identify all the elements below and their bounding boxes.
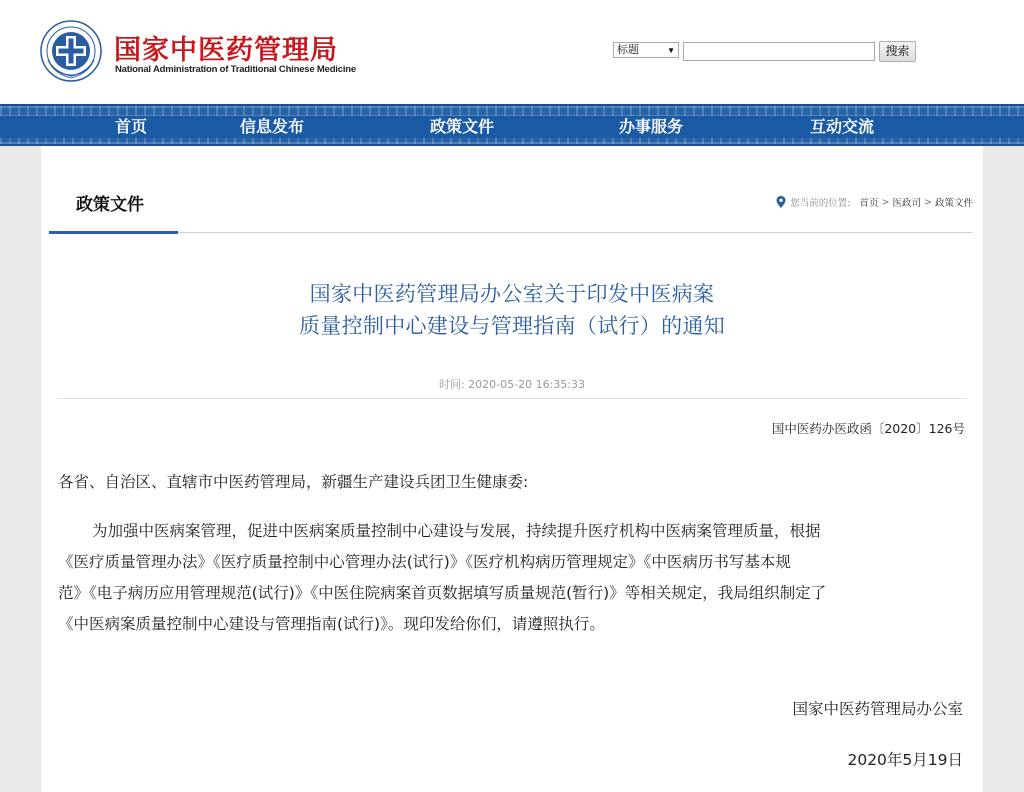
breadcrumb: [776, 195, 973, 209]
content-card: [41, 146, 983, 792]
article-publish-time: 时间: 2020-05-20 16:35:33: [438, 378, 586, 391]
section-title: 政策文件: [76, 195, 144, 215]
search-input[interactable]: [683, 42, 875, 61]
nav-item-policy-documents[interactable]: 政策文件: [430, 117, 495, 136]
nav-item-info-release[interactable]: 信息发布: [240, 117, 305, 136]
site-logo-title[interactable]: 国家中医药管理局: [114, 35, 338, 66]
article-title-line-2: 质量控制中心建设与管理指南（试行）的通知: [299, 314, 725, 338]
main-nav: [0, 104, 1024, 146]
article-body-line: 为加强中医病案管理，促进中医病案质量控制中心建设与发展，持续提升医疗机构中医病案管理质量，根据: [92, 522, 821, 540]
search-scope-select[interactable]: [613, 42, 679, 58]
site-logo-subtitle[interactable]: National Administration of Traditional Chinese Medicine: [115, 64, 356, 75]
article-title-line-1: 国家中医药管理局办公室关于印发中医病案: [309, 282, 715, 306]
location-pin-icon: [776, 196, 786, 208]
breadcrumb-item-medical-admin[interactable]: 医政司: [892, 198, 922, 209]
article-time-divider: [57, 398, 967, 399]
site-header: [0, 0, 1024, 104]
article-signer: 国家中医药管理局办公室: [792, 700, 963, 718]
nav-item-home[interactable]: 首页: [115, 117, 148, 136]
article-sign-date: 2020年5月19日: [847, 751, 963, 769]
nav-item-interaction[interactable]: 互动交流: [810, 117, 875, 136]
article-body-line: 范》《电子病历应用管理规范(试行)》《中医住院病案首页数据填写质量规范(暂行)》等相关规定，我局组织制定了: [58, 584, 827, 602]
natcm-emblem-icon[interactable]: [40, 20, 102, 82]
breadcrumb-separator: >: [924, 196, 932, 208]
search-button[interactable]: 搜索: [879, 41, 916, 62]
article-body-line: 《中医病案质量控制中心建设与管理指南(试行)》。现印发给你们，请遵照执行。: [58, 615, 605, 633]
nav-item-services[interactable]: 办事服务: [619, 117, 684, 136]
article-doc-number: 国中医药办医政函〔2020〕126号: [771, 421, 965, 436]
breadcrumb-separator: >: [881, 196, 890, 208]
breadcrumb-prefix: 您当前的位置:: [790, 198, 851, 209]
article-salutation: 各省、自治区、直辖市中医药管理局，新疆生产建设兵团卫生健康委:: [58, 473, 529, 491]
breadcrumb-item-policy-documents[interactable]: 政策文件: [934, 198, 973, 209]
breadcrumb-item-home[interactable]: 首页: [859, 198, 879, 209]
dropdown-arrow-icon: ▼: [667, 46, 675, 55]
search-scope-value: 标题: [617, 44, 639, 56]
section-divider: [49, 232, 973, 233]
article-body-line: 《医疗质量管理办法》《医疗质量控制中心管理办法(试行)》《医疗机构病历管理规定》《中医病历书写基本规: [58, 553, 791, 571]
section-title-underline: [49, 231, 178, 234]
